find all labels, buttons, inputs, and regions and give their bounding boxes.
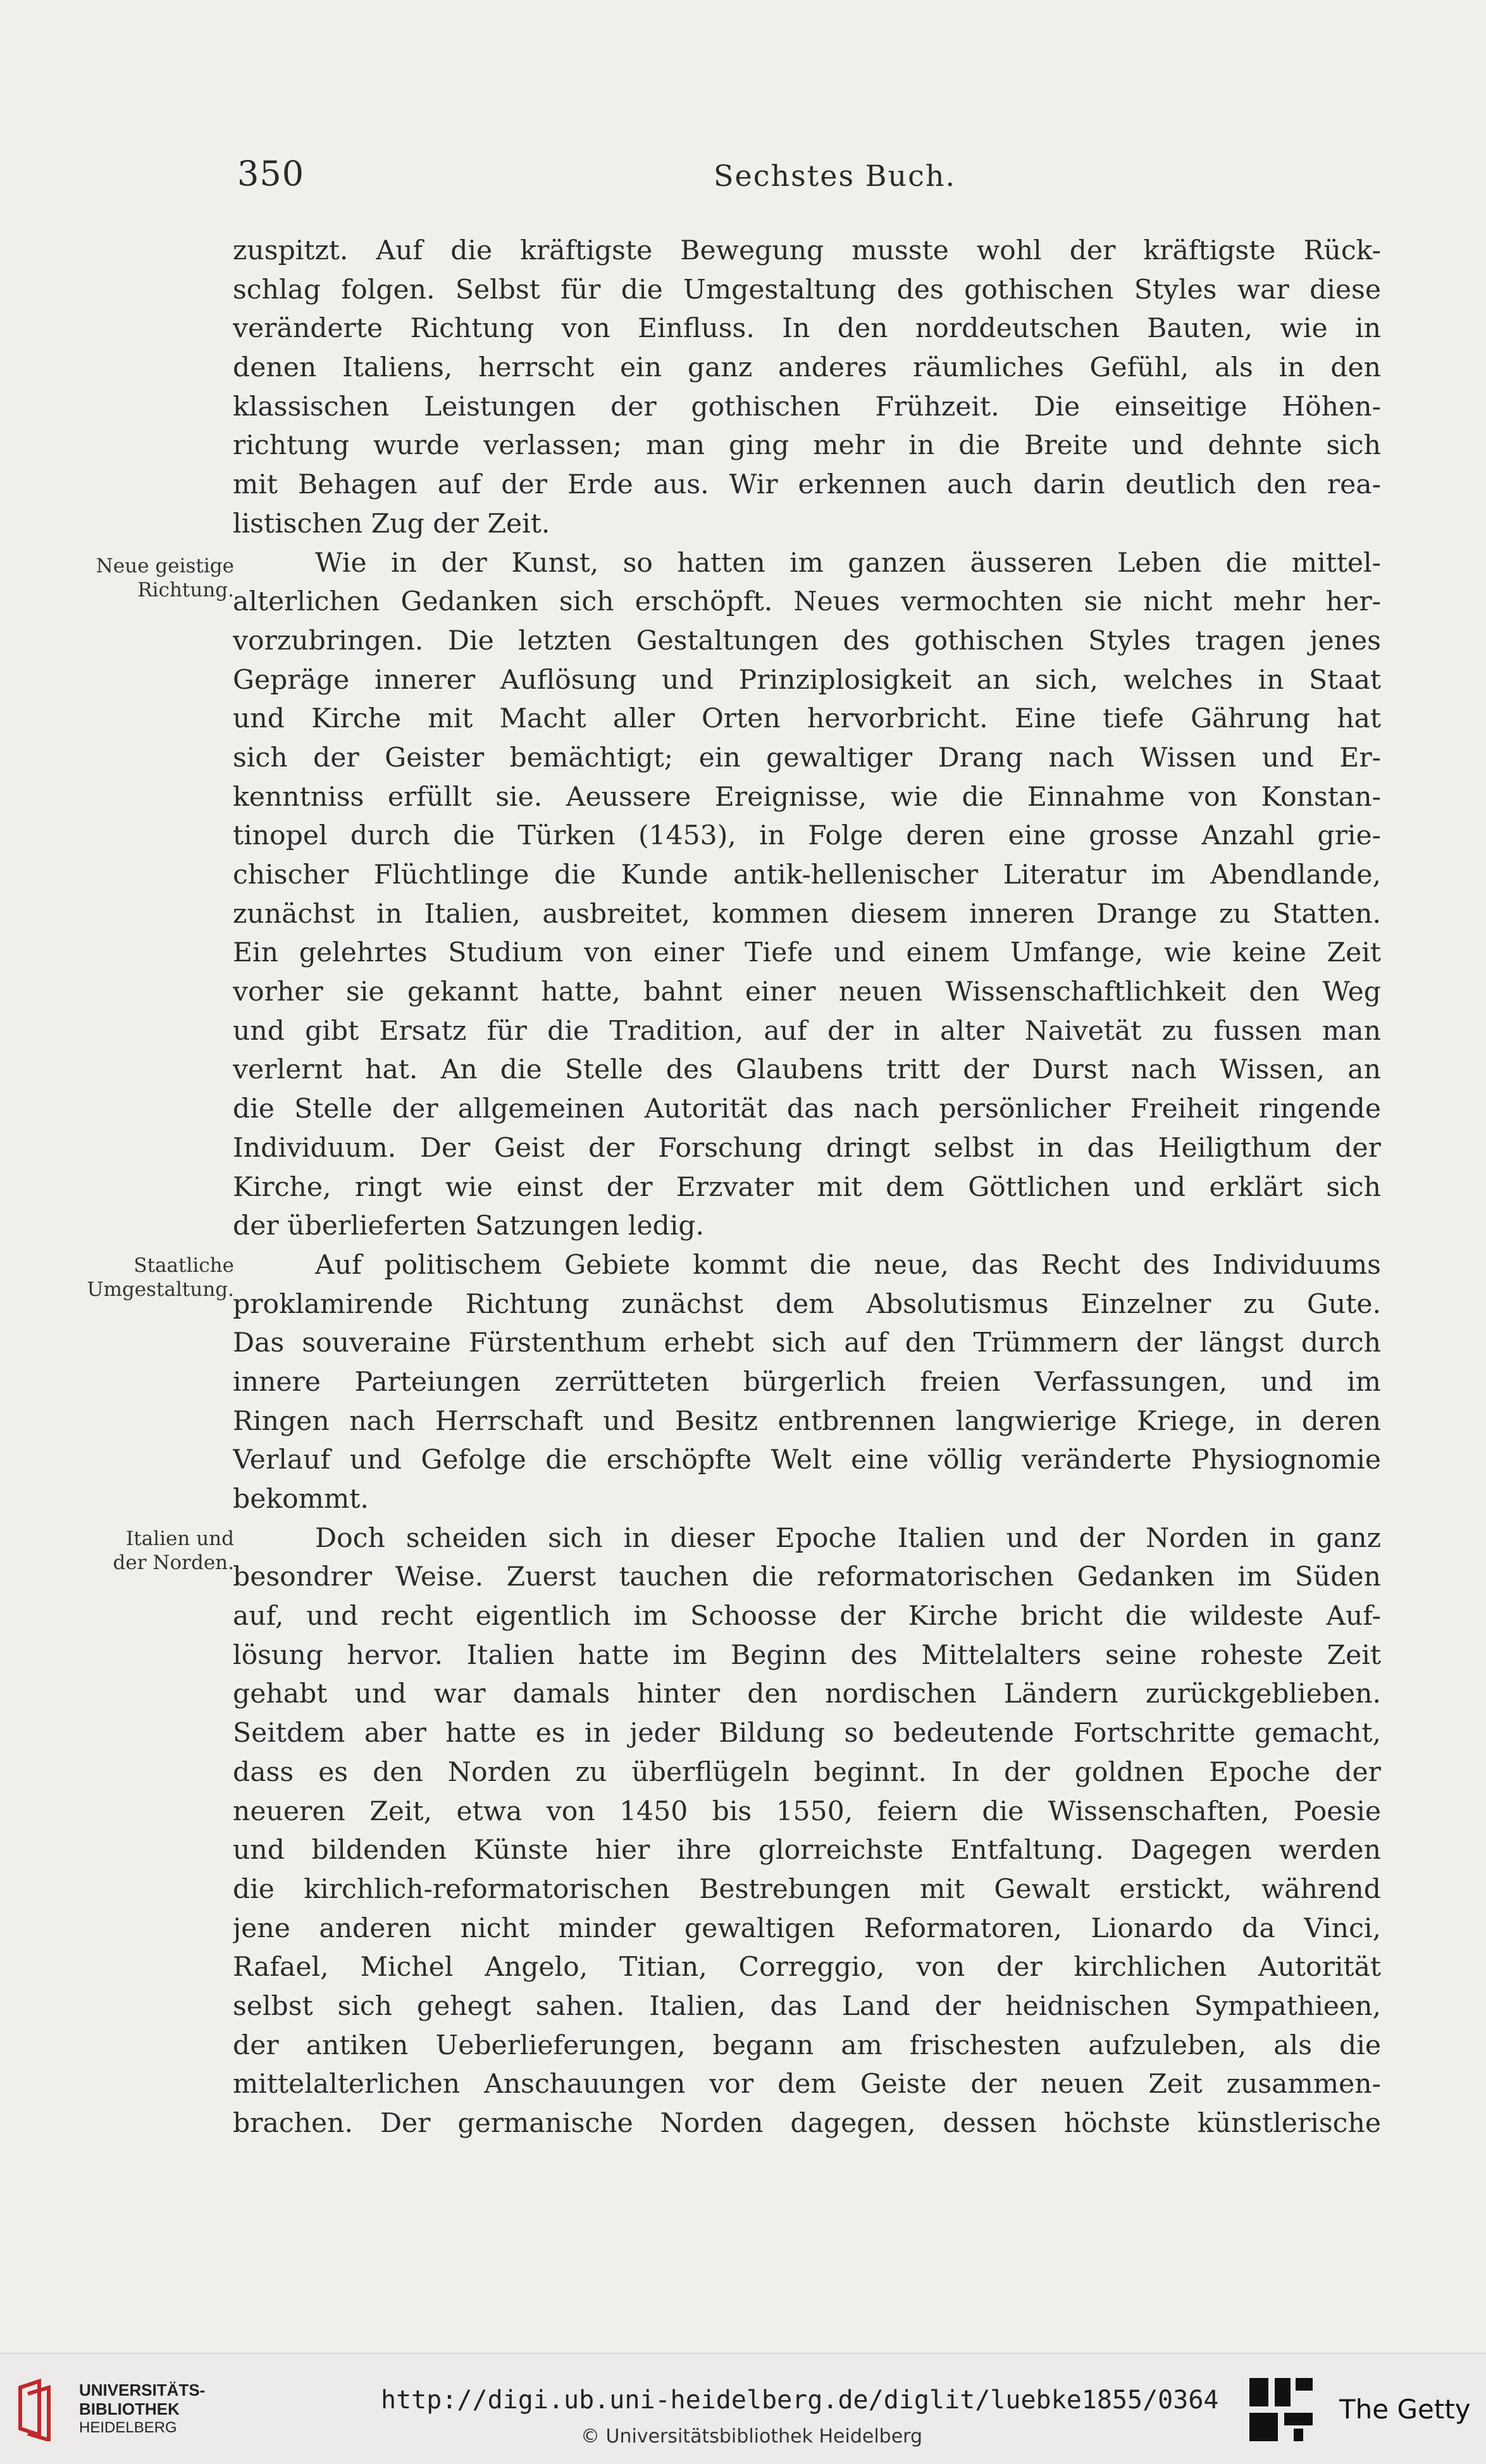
page-number: 350 xyxy=(237,154,305,194)
text-line: auf, und recht eigentlich im Schoosse der Kirche bricht die wildeste Auf- xyxy=(233,1601,1381,1632)
text-line: selbst sich gehegt sahen. Italien, das Land der heidnischen Sympathieen, xyxy=(233,1990,1381,2022)
text-line: lösung hervor. Italien hatte im Beginn des Mittelalters seine roheste Zeit xyxy=(233,1639,1381,1671)
text-line: zuspitzt. Auf die kräftigste Bewegung musste wohl der kräftigste Rück- xyxy=(233,235,1381,266)
university-library-name: UNIVERSITÄTS- BIBLIOTHEK HEIDELBERG xyxy=(79,2381,206,2436)
margin-note-neue-geistige-richtung: Neue geistige Richtung. xyxy=(96,555,234,601)
text-line: dass es den Norden zu überflügeln beginnt. In der goldnen Epoche der xyxy=(233,1756,1381,1788)
text-line: verlernt hat. An die Stelle des Glaubens tritt der Durst nach Wissen, an xyxy=(233,1054,1381,1086)
text-line: mittelalterlichen Anschauungen vor dem Geiste der neuen Zeit zusammen- xyxy=(233,2069,1381,2100)
text-line: die Stelle der allgemeinen Autorität das nach persönlicher Freiheit ringende xyxy=(233,1093,1381,1125)
text-line: und bildenden Künste hier ihre glorreichste Entfaltung. Dagegen werden xyxy=(233,1835,1381,1866)
text-line: und gibt Ersatz für die Tradition, auf der in alter Naivetät zu fussen man xyxy=(233,1015,1381,1047)
text-line: alterlichen Gedanken sich erschöpft. Neues vermochten sie nicht mehr her- xyxy=(233,586,1381,618)
text-line: Individuum. Der Geist der Forschung dringt selbst in das Heiligthum der xyxy=(233,1132,1381,1164)
text-line: Auf politischem Gebiete kommt die neue, das Recht des Individuums xyxy=(315,1249,1381,1281)
text-line: listischen Zug der Zeit. xyxy=(233,508,550,539)
text-line: brachen. Der germanische Norden dagegen, dessen höchste künstlerische xyxy=(233,2108,1381,2139)
text-line: der überlieferten Satzungen ledig. xyxy=(233,1210,705,1242)
text-line: tinopel durch die Türken (1453), in Folge deren eine grosse Anzahl grie- xyxy=(233,820,1381,852)
body-text xyxy=(233,231,1381,2143)
text-line: bekommt. xyxy=(233,1484,369,1515)
text-line: Doch scheiden sich in dieser Epoche Italien und der Norden in ganz xyxy=(315,1522,1381,1554)
copyright-notice: © Universitätsbibliothek Heidelberg xyxy=(581,2425,923,2448)
running-title: Sechstes Buch. xyxy=(714,159,957,193)
margin-note-italien-und-der-norden: Italien und der Norden. xyxy=(113,1527,234,1574)
text-line: sich der Geister bemächtigt; ein gewaltiger Drang nach Wissen und Er- xyxy=(233,742,1381,773)
university-library-logo-icon xyxy=(14,2378,65,2441)
text-line: denen Italiens, herrscht ein ganz anderes räumliches Gefühl, als in den xyxy=(233,352,1381,384)
text-line: proklamirende Richtung zunächst dem Absolutismus Einzelner zu Gute. xyxy=(233,1288,1381,1320)
text-line: Kirche, ringt wie einst der Erzvater mit dem Göttlichen und erklärt sich xyxy=(233,1171,1381,1203)
text-line: schlag folgen. Selbst für die Umgestaltung des gothischen Styles war diese xyxy=(233,274,1381,305)
text-line: der antiken Ueberlieferungen, begann am frischesten aufzuleben, als die xyxy=(233,2030,1381,2061)
text-line: die kirchlich-reformatorischen Bestrebungen mit Gewalt erstickt, während xyxy=(233,1873,1381,1905)
permalink-url[interactable]: http://digi.ub.uni-heidelberg.de/diglit/luebke1855/0364 xyxy=(381,2386,1219,2415)
text-line: vorher sie gekannt hatte, bahnt einer neuen Wissenschaftlichkeit den Weg xyxy=(233,976,1381,1008)
text-line: veränderte Richtung von Einfluss. In den norddeutschen Bauten, wie in xyxy=(233,313,1381,345)
text-line: gehabt und war damals hinter den nordischen Ländern zurückgeblieben. xyxy=(233,1679,1381,1710)
text-line: Seitdem aber hatte es in jeder Bildung so bedeutende Fortschritte gemacht, xyxy=(233,1718,1381,1749)
text-line: besondrer Weise. Zuerst tauchen die reformatorischen Gedanken im Süden xyxy=(233,1562,1381,1593)
getty-name: The Getty xyxy=(1339,2394,1471,2425)
text-line: richtung wurde verlassen; man ging mehr in die Breite und dehnte sich xyxy=(233,430,1381,462)
text-line: Rafael, Michel Angelo, Titian, Correggio, von der kirchlichen Autorität xyxy=(233,1952,1381,1983)
text-line: Ein gelehrtes Studium von einer Tiefe und einem Umfange, wie keine Zeit xyxy=(233,937,1381,969)
margin-note-staatliche-umgestaltung: Staatliche Umgestaltung. xyxy=(87,1254,234,1301)
text-line: Verlauf und Gefolge die erschöpfte Welt eine völlig veränderte Physiognomie xyxy=(233,1445,1381,1476)
text-line: Gepräge innerer Auflösung und Prinziplosigkeit an sich, welches in Staat xyxy=(233,664,1381,696)
text-line: chischer Flüchtlinge die Kunde antik-hellenischer Literatur im Abendlande, xyxy=(233,859,1381,890)
text-line: kenntniss erfüllt sie. Aeussere Ereignisse, wie die Einnahme von Konstan- xyxy=(233,781,1381,813)
getty-logo-icon xyxy=(1246,2375,1316,2444)
text-line: Wie in der Kunst, so hatten im ganzen äusseren Leben die mittel- xyxy=(315,547,1381,579)
text-line: Das souveraine Fürstenthum erhebt sich auf den Trümmern der längst durch xyxy=(233,1327,1381,1359)
text-line: Ringen nach Herrschaft und Besitz entbrennen langwierige Kriege, in deren xyxy=(233,1405,1381,1437)
text-line: zunächst in Italien, ausbreitet, kommen diesem inneren Drange zu Statten. xyxy=(233,898,1381,930)
text-line: neueren Zeit, etwa von 1450 bis 1550, feiern die Wissenschaften, Poesie xyxy=(233,1796,1381,1827)
text-line: innere Parteiungen zerrütteten bürgerlich freien Verfassungen, und im xyxy=(233,1366,1381,1398)
text-line: und Kirche mit Macht aller Orten hervorbricht. Eine tiefe Gährung hat xyxy=(233,703,1381,735)
text-line: klassischen Leistungen der gothischen Frühzeit. Die einseitige Höhen- xyxy=(233,391,1381,422)
text-line: jene anderen nicht minder gewaltigen Reformatoren, Lionardo da Vinci, xyxy=(233,1913,1381,1944)
text-line: mit Behagen auf der Erde aus. Wir erkennen auch darin deutlich den rea- xyxy=(233,469,1381,501)
text-line: vorzubringen. Die letzten Gestaltungen des gothischen Styles tragen jenes xyxy=(233,625,1381,656)
